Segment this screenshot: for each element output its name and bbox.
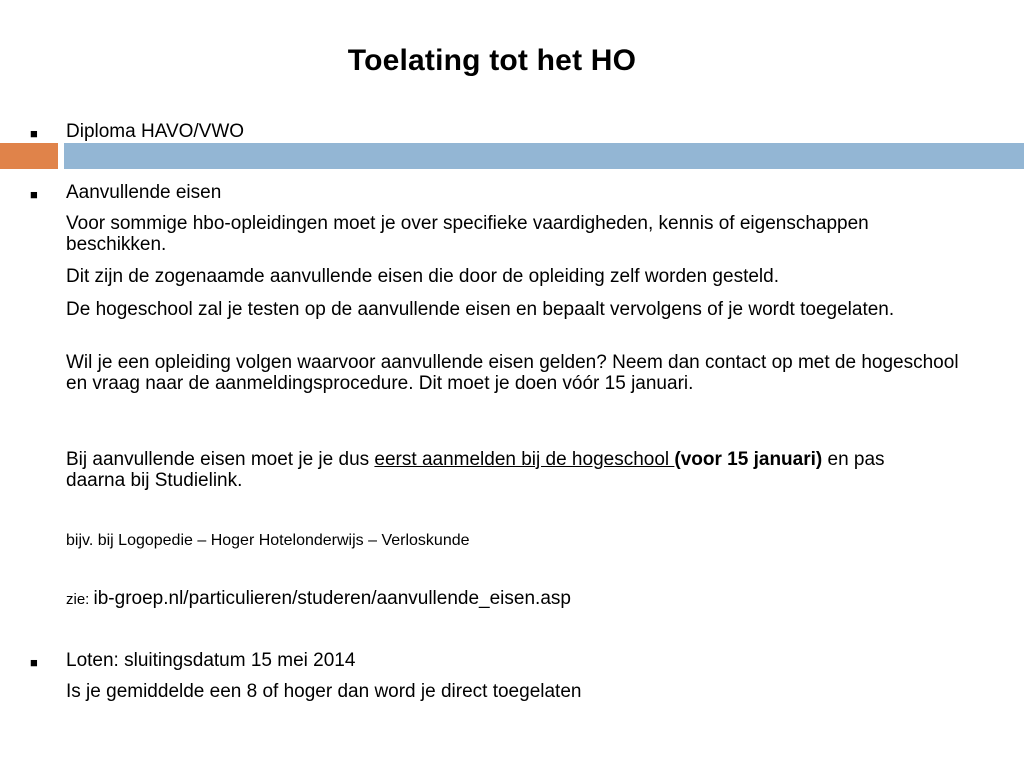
bullet-icon: ■	[30, 187, 38, 202]
paragraph-vaardigheden: Voor sommige hbo-opleidingen moet je over specifieke vaardigheden, kennis of eigenschappen beschikken.	[66, 213, 869, 255]
example-opleidingen: bijv. bij Logopedie – Hoger Hotelonderwijs – Verloskunde	[66, 532, 470, 549]
bullet-loten: Loten: sluitingsdatum 15 mei 2014	[66, 650, 356, 671]
slide-title: Toelating tot het HO	[347, 44, 637, 77]
paragraph-testen: De hogeschool zal je testen op de aanvullende eisen en bepaalt vervolgens of je wordt toegelaten.	[66, 299, 895, 320]
bullet-diploma: Diploma HAVO/VWO	[66, 121, 245, 142]
bullet-icon: ■	[30, 655, 38, 670]
accent-bar-orange	[0, 143, 58, 169]
bullet-aanvullende-eisen: Aanvullende eisen	[66, 182, 222, 203]
paragraph-loten: Is je gemiddelde een 8 of hoger dan word je direct toegelaten	[66, 681, 582, 702]
zie-url[interactable]: ib-groep.nl/particulieren/studeren/aanvullende_eisen.asp	[93, 588, 571, 609]
paragraph-zogenaamde: Dit zijn de zogenaamde aanvullende eisen die door de opleiding zelf worden gesteld.	[66, 266, 779, 287]
aanmelden-deadline: (voor 15 januari)	[674, 449, 823, 470]
bullet-icon: ■	[30, 126, 38, 141]
zie-reference	[66, 588, 571, 610]
paragraph-aanmelden	[66, 449, 926, 491]
accent-bar-blue	[64, 143, 1024, 169]
zie-label: zie:	[66, 591, 94, 608]
paragraph-contact: Wil je een opleiding volgen waarvoor aanvullende eisen gelden? Neem dan contact op met de hogeschool en vraag naar de aanmeldingsprocedure. Dit moet je doen vóór 15 januari.	[66, 352, 959, 394]
aanmelden-text-post: en pas daarna bij Studielink.	[66, 449, 885, 491]
aanmelden-text-pre: Bij aanvullende eisen moet je je dus	[66, 449, 375, 470]
aanmelden-link[interactable]: eerst aanmelden bij de hogeschool	[374, 449, 675, 470]
